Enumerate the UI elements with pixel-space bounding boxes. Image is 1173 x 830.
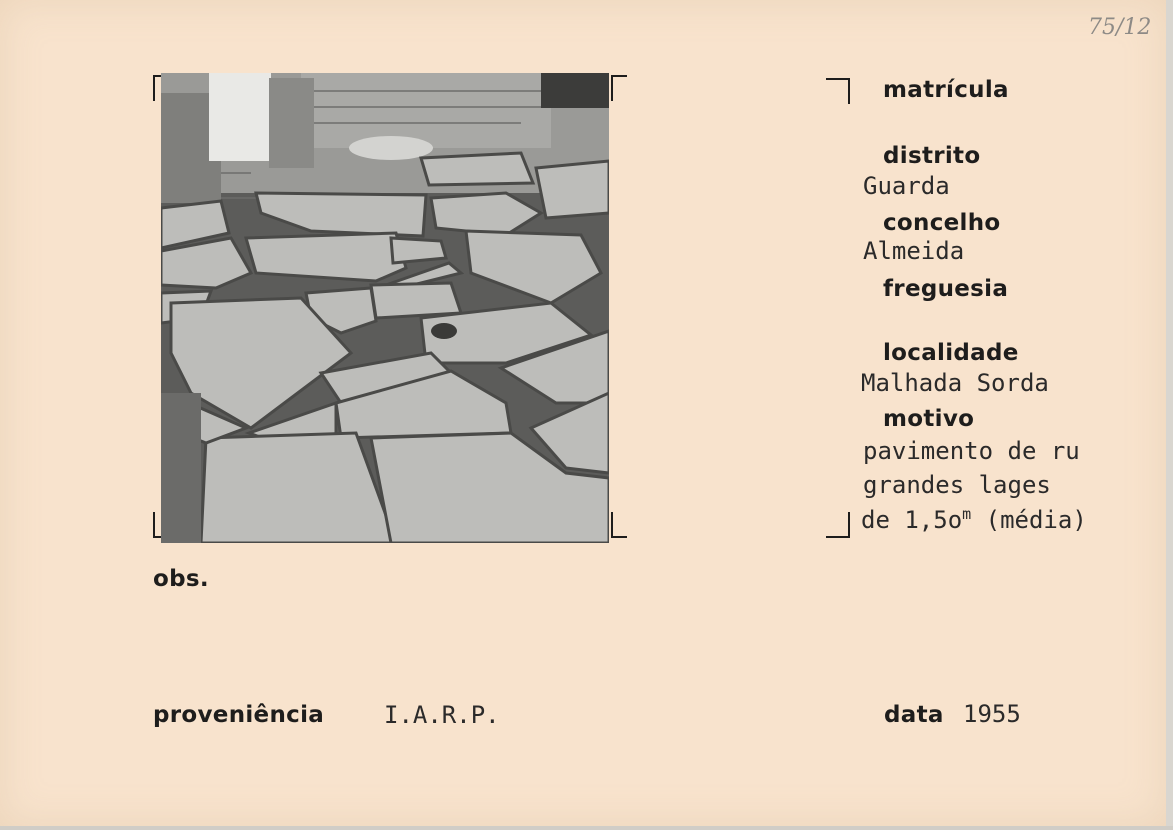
matricula-label: matrícula [883, 77, 1009, 103]
motivo-line-3-suffix: (média) [971, 506, 1087, 534]
motivo-line-1: pavimento de ru [863, 437, 1080, 465]
concelho-value: Almeida [863, 237, 965, 265]
motivo-line-3 [861, 505, 1087, 534]
photo-corner-tr [611, 75, 627, 101]
motivo-line-3-main: de 1,5o [861, 506, 963, 534]
scan-edge-bottom [0, 826, 1173, 830]
concelho-label: concelho [883, 210, 1001, 236]
pavement-photo [161, 73, 609, 543]
data-value: 1955 [963, 700, 1021, 728]
photo-corner-tl [153, 75, 161, 101]
obs-label: obs. [153, 566, 209, 592]
fields-corner-top [826, 78, 850, 104]
motivo-label: motivo [883, 406, 975, 432]
distrito-value: Guarda [863, 172, 950, 200]
fields-corner-bottom [826, 512, 850, 538]
motivo-line-2: grandes lages [863, 471, 1051, 499]
localidade-value: Malhada Sorda [861, 369, 1049, 397]
photo-corner-br [611, 512, 627, 538]
localidade-label: localidade [883, 340, 1019, 366]
scan-edge-right [1166, 0, 1173, 830]
data-label: data [884, 702, 944, 728]
motivo-unit-superscript: m [962, 505, 972, 523]
proveniencia-value: I.A.R.P. [384, 701, 500, 729]
freguesia-label: freguesia [883, 276, 1009, 302]
distrito-label: distrito [883, 143, 981, 169]
photo-corner-bl [153, 512, 161, 538]
catalog-mark: 75/12 [1088, 15, 1152, 40]
proveniencia-label: proveniência [153, 702, 325, 728]
